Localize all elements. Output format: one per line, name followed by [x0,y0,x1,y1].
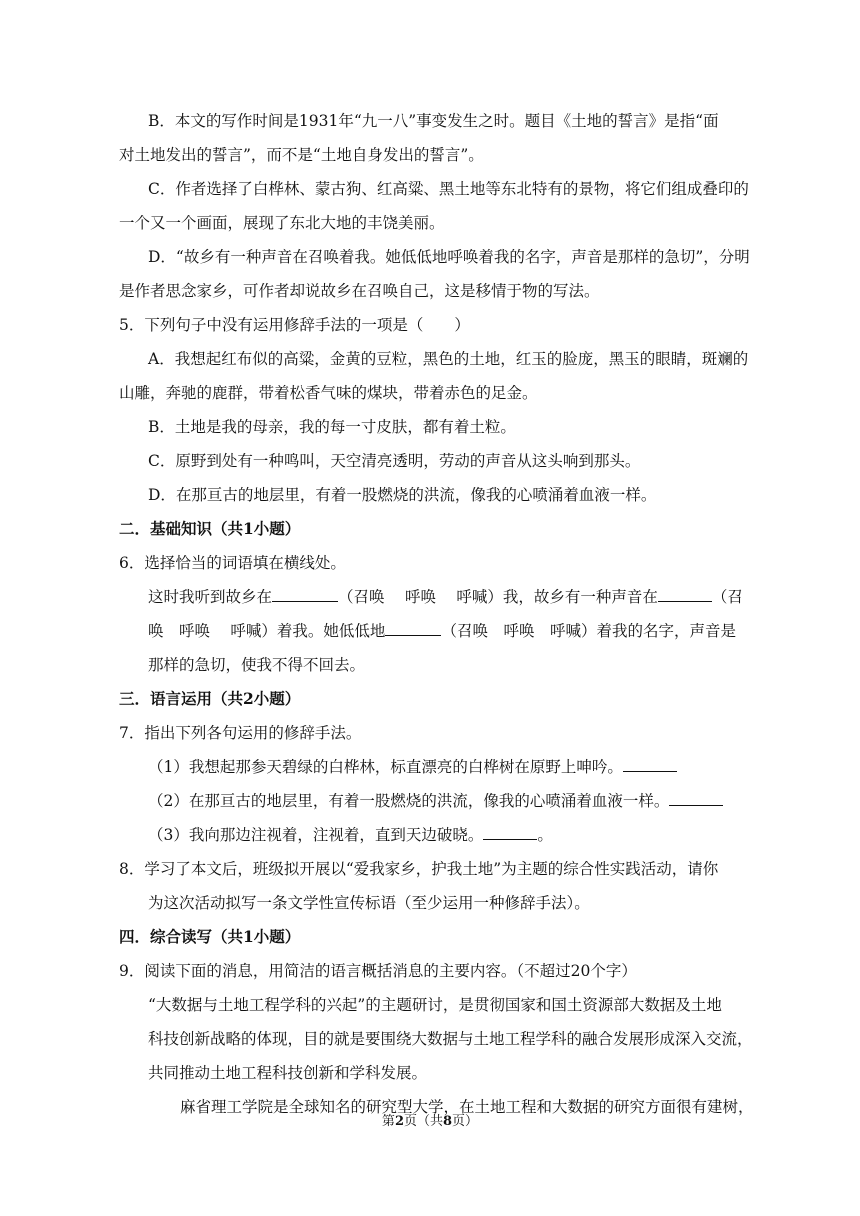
passage-line3: 共同推动土地工程科技创新和学科发展。 [148,1064,428,1082]
footer-total-pages: 8 [443,1114,453,1129]
q5-option-a-line2: 山雕，奔驰的鹿群，带着松香气味的煤块，带着赤色的足金。 [119,384,538,402]
q6-line1-part3: （召 [711,588,743,606]
q5-option-c: C．原野到处有一种鸣叫，天空清亮透明，劳动的声音从这头响到那头。 [148,452,641,470]
q6-line2 [148,621,860,641]
q6-blank-1[interactable] [272,587,338,602]
question-8-line1: 8．学习了本文后，班级拟开展以“爱我家乡，护我土地”为主题的综合性实践活动，请你 [119,860,719,878]
option-b-line2: 对土地发出的誓言”，而不是“土地自身发出的誓言”。 [119,146,484,164]
option-c-line1: C．作者选择了白桦林、蒙古狗、红高粱、黑土地等东北特有的景物，将它们组成叠印的 [148,180,749,198]
q6-line1 [148,587,860,607]
footer-mid: 页（共 [403,1114,443,1129]
question-7-stem: 7．指出下列各句运用的修辞手法。 [119,724,362,742]
q6-line1-part2: （召唤 呼唤 呼喊）我，故乡有一种声音在 [338,588,658,606]
section-4-heading: 四．综合读写（共1小题） [119,927,301,946]
q6-line2-part2: （召唤 呼唤 呼喊）着我的名字，声音是 [441,622,736,640]
section-2-heading: 二．基础知识（共1小题） [119,519,301,538]
q6-blank-2[interactable] [658,587,712,602]
section-3-heading: 三．语言运用（共2小题） [119,689,301,708]
q7-item-3-text: （3）我向那边注视着，注视着，直到天边破晓。 [148,826,484,844]
q7-item-3 [148,825,860,845]
q7-item-3-end: 。 [537,826,553,844]
question-6-stem: 6．选择恰当的词语填在横线处。 [119,554,346,572]
q7-blank-1[interactable] [623,757,677,772]
q7-item-1-text: （1）我想起那参天碧绿的白桦林，标直漂亮的白桦树在原野上呻吟。 [148,758,623,776]
q6-line1-part1: 这时我听到故乡在 [148,588,273,606]
passage-line2: 科技创新战略的体现，目的就是要围绕大数据与土地工程学科的融合发展形成深入交流， [148,1030,753,1048]
q5-option-b: B．土地是我的母亲，我的每一寸皮肤，都有着土粒。 [148,418,516,436]
q7-item-2-text: （2）在那亘古的地层里，有着一股燃烧的洪流，像我的心喷涌着血液一样。 [148,792,670,810]
option-d-line2: 是作者思念家乡，可作者却说故乡在召唤自己，这是移情于物的写法。 [119,282,600,300]
q7-blank-2[interactable] [669,791,723,806]
footer-page-number: 2 [394,1114,404,1129]
q7-item-2 [148,791,860,811]
page-footer [0,1113,860,1131]
q7-item-1 [148,757,860,777]
question-5-stem: 5．下列句子中没有运用修辞手法的一项是（ ） [119,316,470,334]
q6-blank-3[interactable] [385,621,441,636]
passage-line4: 麻省理工学院是全球知名的研究型大学，在土地工程和大数据的研究方面很有建树， [180,1098,754,1116]
question-9-stem: 9．阅读下面的消息，用简洁的语言概括消息的主要内容。（不超过20个字） [119,962,637,980]
q6-line3: 那样的急切，使我不得不回去。 [148,656,366,674]
footer-suffix: 页） [452,1114,479,1129]
option-c-line2: 一个又一个画面，展现了东北大地的丰饶美丽。 [119,214,445,232]
option-b-line1: B．本文的写作时间是1931年“九一八”事变发生之时。题目《土地的誓言》是指“面 [148,112,719,130]
q5-option-d: D．在那亘古的地层里，有着一股燃烧的洪流，像我的心喷涌着血液一样。 [148,486,657,504]
passage-line1: “大数据与土地工程学科的兴起”的主题研讨，是贯彻国家和国土资源部大数据及土地 [148,996,722,1014]
question-8-line2: 为这次活动拟写一条文学性宣传标语（至少运用一种修辞手法）。 [148,894,590,912]
q7-blank-3[interactable] [483,825,537,840]
option-d-line1: D．“故乡有一种声音在召唤着我。她低低地呼唤着我的名字，声音是那样的急切”，分明 [148,248,750,266]
q5-option-a-line1: A．我想起红布似的高粱，金黄的豆粒，黑色的土地，红玉的脸庞，黑玉的眼睛，斑斓的 [148,350,749,368]
footer-prefix: 第 [381,1114,395,1129]
q6-line2-part1: 唤 呼唤 呼喊）着我。她低低地 [148,622,386,640]
